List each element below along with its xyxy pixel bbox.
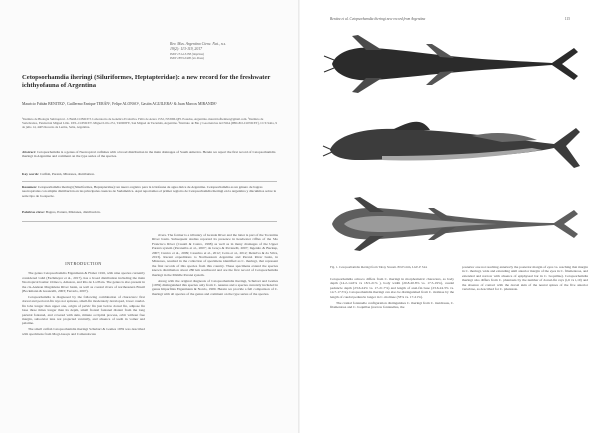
right-column-2 xyxy=(462,265,588,293)
abstract-text: Cetopsorhamdia is a genus of Neotropical catfishes with a broad distribution in the main drainages of South America. Herein we report the first record of Cetopsorhamdia iheringi in Argentina and comment on the type series of the species. xyxy=(22,150,276,159)
article-title: Cetopsorhamdia iheringi (Siluriformes, Heptapteridae): a new record for the freshwater ichthyofauna of Argentina xyxy=(22,74,271,90)
figure-1 xyxy=(322,30,584,260)
paragraph: rivers. The former is a tributary of Grande River and the latter is part of the Tocantins River basin. Subsequent studies reported its presence in headwater riffles of the São Francisco River (Casatti & Castro, 1998) as well as in many drainages of the Upper Paraná system (Paranaíba et al., 2007; da Graça & Pavanelli, 2007; Ingenito & Buckup, 2007; Cunico et al., 2009; Casarino et al., 2012; Cetra et al., 2012; Delariva & da Silva, 2013). Recent expeditions to Northeastern Argentina and Paraná River basin, in Misiones, resulted in the collection of specimens identified as C. iheringi, that represent the first records of this species from this country. These specimens extend the species known distribution about 280 km southward and are the first record of Cetopsorhamdia iheringi in the Middle Paraná system. xyxy=(152,233,278,277)
resumen-text: Cetopsorhamdia iheringi (Siluriformes, Heptapteridae): un nuevo registro para la ictiofauna de agua dulce de Argentina. Cetopsorhamdia es un género de bagres neotropicales con amplia distribución en las principales cuencas de Sudamérica. Aquí reportamos el primer registro de Cetopsorhamdia iheringi en la Argentina y discutimos sobre la serie tipo de la especie. xyxy=(22,185,277,198)
figure-caption: Fig. 1. Cetopsorhamdia iheringi from Tabay Stream. 80.05 mm, LGE-P 344. xyxy=(330,265,428,269)
divider-top xyxy=(22,181,277,182)
abstract-label: Abstract: xyxy=(22,150,37,154)
fish-photo-dorsal xyxy=(322,30,584,98)
author-list: Mauricio Fabián BENITEZ¹, Guillermo Enrique TERÁN², Felipe ALONSO², Gastón AGUILERA² & Juan Marcos MIRANDE² xyxy=(22,102,217,106)
journal-citation xyxy=(170,42,280,60)
affiliations: ¹Instituto de Biología Subtropical - UNaM-CONICET. Laboratorio de Genética Evolutiva. Félix de Azara 1552, N3300LQH. Posadas, Argentina. mauriciofbenitez@gmail.com. ²Instituto de Vertebrados, Fundación Miguel Lillo. UEL-CONICET. Miguel Lillo 251, T4000JFE, San Miguel de Tucumán, Argentina. ³Instituto de Bio y Geociencias del NOA (IBIGEO-CONICET), CCT-Salta, 9 de julio 14, 4405 Rosario de Lerma, Salta, Argentina. xyxy=(22,117,277,130)
paragraph: The small catfish Cetopsorhamdia iheringi Schubart & Gomes 1959 was described with specimens from Mogi-Guaçu and Camandocaia xyxy=(22,327,145,336)
right-column-1 xyxy=(330,277,454,311)
divider-bottom xyxy=(22,221,277,222)
keywords-text: Catfish, Paraná, Misiones, distribution. xyxy=(40,172,95,176)
paragraph: The cranial fontanelle configuration distinguishes C. iheringi from C. insidiosus, C. filamentosa and C. boquillae (narrow fontanelles, the xyxy=(330,300,454,310)
journal-line-1: Rev. Mus. Argentino Cienc. Nat., n.s. xyxy=(170,42,227,46)
journal-line-4: ISSN 1853-0400 (en línea) xyxy=(170,56,205,61)
left-column-1 xyxy=(22,262,145,338)
paragraph: Along with the original diagnosis of Cetopsorhamdia iheringi, Schubart and Gomes (1959) distinguished this species only from C. nasutus and a species currently included in genus Imparfinis Eigenmann & Norris, 1900. Herein we provide a full comparison of C. iheringi with all species of the genus and comment on the type series of the species. xyxy=(152,278,278,296)
fish-photo-lateral xyxy=(322,110,584,178)
resumen-label: Resumen: xyxy=(22,185,37,189)
fish-photo-ventral xyxy=(322,190,584,258)
running-head xyxy=(330,17,570,21)
abstract xyxy=(22,150,277,159)
keywords-label: Key words: xyxy=(22,172,40,176)
journal-line-2: 19(2): 113-119, 2017 xyxy=(170,47,203,51)
paragraph: posterior one not reaching anteriorly the posterior margin of eyes vs. reaching that margin in C. iheringi, wide and extending until anterior margin of the eyes in C. filamentosa, and extended and narrow with absence of epiphyseal bar in C. boquillae). Cetopsorhamdia iheringi also differs from C. phantasia by the number of dorsal-fin rays (i,6 vs i,10) and the absence of contact with the dorsal skin of the neural spines of the five anterior vertebrae, as described for C. phantasia. xyxy=(462,265,588,292)
page-number: 115 xyxy=(564,17,570,21)
left-column-2 xyxy=(152,233,278,298)
introduction-heading: INTRODUCTION xyxy=(65,261,102,266)
palabras-clave xyxy=(22,210,277,214)
palabras-label: Palabras clave: xyxy=(22,210,45,214)
keywords xyxy=(22,172,277,176)
paragraph: Cetopsorhamdia is diagnosed by the following combination of characters: first dorsal and pectoral-fin rays not spinous, small-fin moderately developed, lower caudal-fin lobe longer than upper one, origin of pelvic fin just below dorsal fin, adipose fin base three times longer than its depth, small frontal fontanel distant from the long parietal fontanel, and covered with skin, minute occipital process, orbit without free margin, subocular lens not projected ventrally, and absence of teeth in vomer and palatine. xyxy=(22,295,145,326)
paragraph: Cetopsorhamdia orinoco differs from C. iheringi in morphometric characters, as body depth (14.2-14.6% vs 18.5-21% ), body width (20.8-20.8% vs. 17.5-19%), caudal peduncle depth (23.6-24% vs. 17-21.7%) and length of anal-fin base (23.6-24.3% vs. 14.7-17.5%). Cetopsorhamdia iheringi can also be distinguished from C. molinae by the length of caudal peduncle longer in C. molinae (33% vs. 17-21%). xyxy=(330,277,454,299)
resumen xyxy=(22,185,277,198)
journal-line-3: ISSN 1514-5158 (impresa) xyxy=(170,52,205,56)
palabras-text: Bagres, Paraná, Misiones, distribución. xyxy=(45,210,101,214)
running-head-text: Benitez et al. Cetopsorhamdia iheringi new record from Argentina xyxy=(330,17,426,21)
paragraph: The genus Cetopsorhamdia Eigenmann & Fisher 1916, with nine species currently considered valid (Eschmeyer et al., 2017), has a broad distribution including the main Neotropical basins: Orinoco, Amazon, and Río de La Plata. The genus is also present in the cis-Andean Magdalena River basin, as well as coastal rivers of northeastern Brazil (Bockmann & Guazzelli, 2003; Ferraris, 2007). xyxy=(22,271,145,294)
